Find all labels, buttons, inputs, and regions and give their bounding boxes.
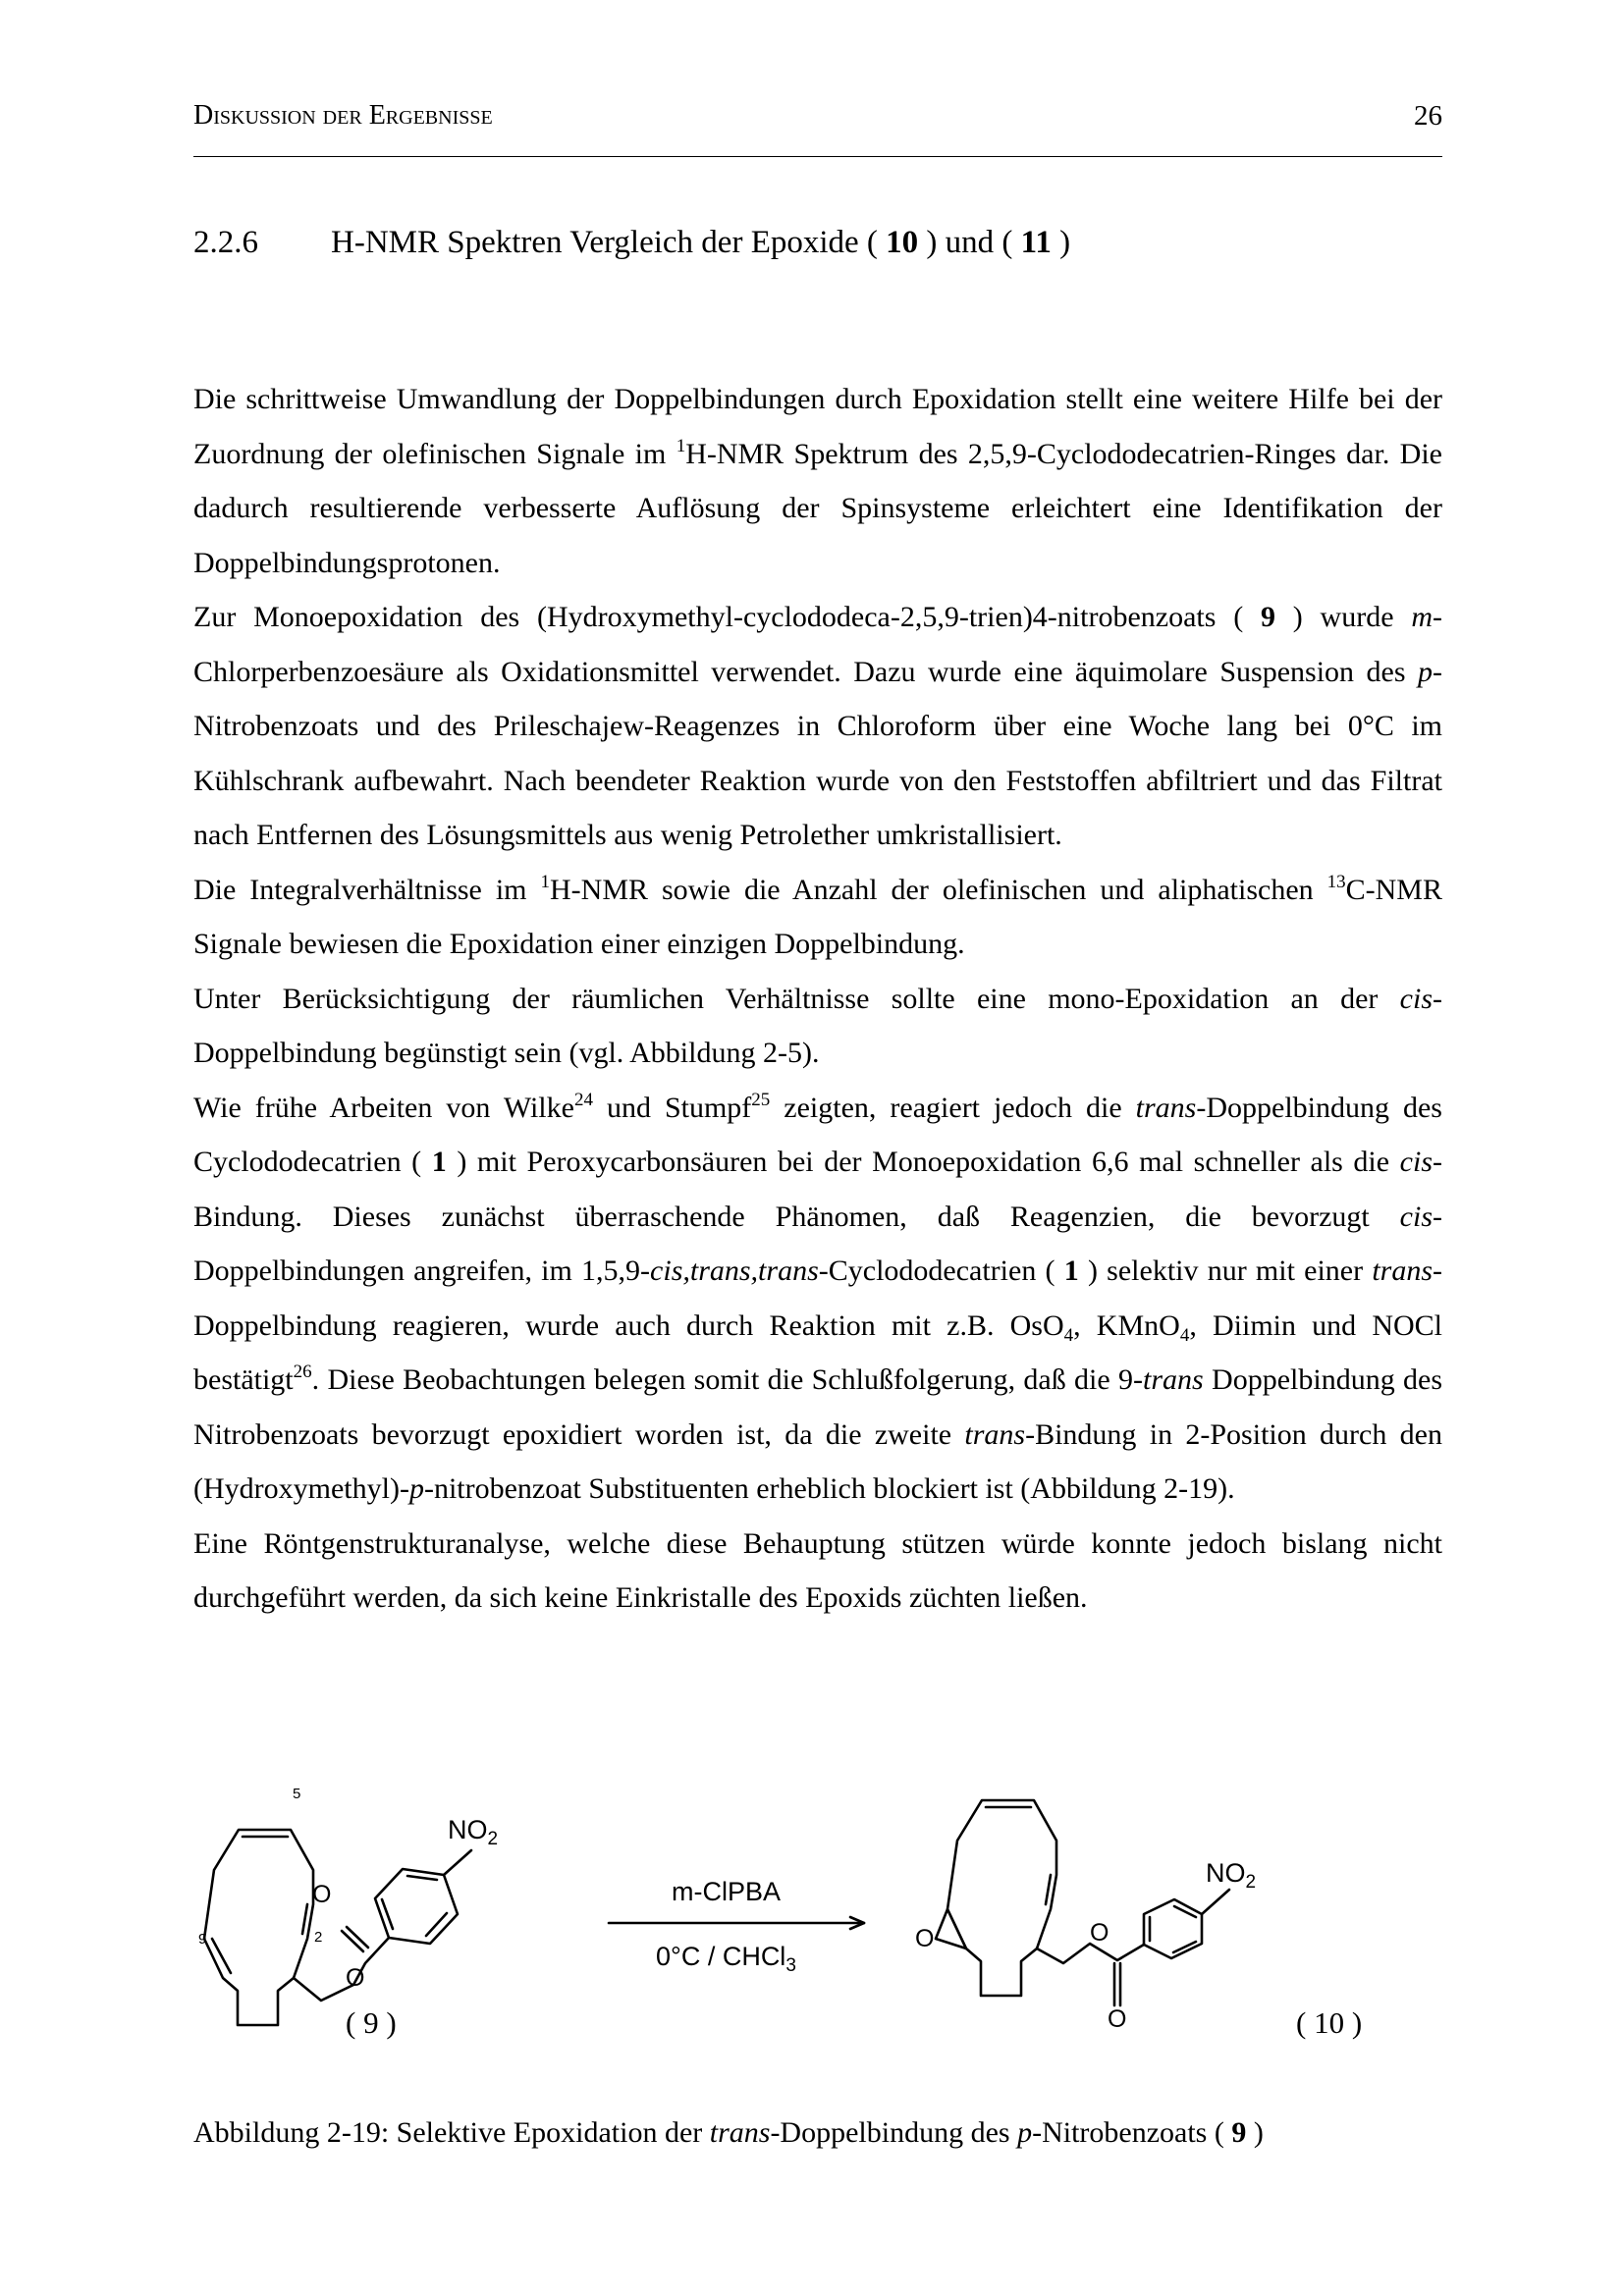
p5-sub-4a: 4: [1063, 1324, 1074, 1346]
nitro-group-left: $NO_2$: [448, 1815, 499, 1849]
p5-text-b: und Stumpf: [592, 1091, 752, 1124]
compound-label-10: ( 10 ): [1296, 2005, 1363, 2040]
benzene-10-inner: [1150, 1906, 1196, 1952]
caption-pre: Abbildung 2-19: Selektive Epoxidation der: [193, 2116, 710, 2149]
p5-text-q: -nitrobenzoat Substituenten erheblich blockiert ist (Abbildung 2-19).: [423, 1472, 1235, 1505]
p3-text-b: H-NMR sowie die Anzahl der olefinischen und aliphatischen: [550, 873, 1327, 906]
p1-superscript: 1: [676, 435, 686, 456]
paragraph-6: Eine Röntgenstrukturanalyse, welche diese Behauptung stützen würde konnte jedoch bislang nicht durchgeführt werden, da sich keine Einkristalle des Epoxids züchten ließen.: [193, 1526, 1442, 1614]
carbonyl-oxygen-left: O: [312, 1881, 332, 1908]
p5-text-a: Wie frühe Arbeiten von Wilke: [193, 1091, 574, 1124]
compound-ref-11: 11: [1020, 225, 1052, 260]
p2-text-b: ) wurde: [1274, 601, 1412, 633]
p5-italic-cis-2: cis: [1399, 1200, 1433, 1233]
page-number: 26: [1414, 100, 1442, 132]
double-bond-10-2: [1046, 1875, 1051, 1904]
p5-text-d: -Doppelbindung des Cyclododecatrien (: [193, 1091, 1442, 1178]
p5-ref-24: 24: [573, 1089, 593, 1110]
section-heading: [193, 225, 1070, 261]
carbonyl-oxygen-right: O: [1108, 2005, 1127, 2033]
benzene-9-inner: [382, 1876, 447, 1936]
caption-compound-9: 9: [1231, 2116, 1247, 2149]
running-header: [193, 96, 1442, 135]
p1-text-b: H-NMR Spektrum des 2,5,9-Cyclododecatrien-Ringes dar. Die dadurch resultierende verbesserte Auflösung der Spinsysteme erleichtert eine Identifikation der Doppelbindungsprotonen.: [193, 437, 1442, 579]
p5-text-k: , KMnO: [1073, 1308, 1180, 1342]
reaction-scheme: [187, 1772, 1463, 2086]
p3-text-c: C-NMR Signale bewiesen die Epoxidation einer einzigen Doppelbindung.: [193, 873, 1442, 960]
p5-ref-26: 26: [293, 1362, 312, 1382]
section-title-mid: ) und (: [918, 225, 1021, 260]
caption-italic-p: p: [1017, 2116, 1033, 2149]
double-bond-9: [212, 1939, 231, 1973]
p4-italic-cis: cis: [1399, 982, 1433, 1015]
paragraph-4: [193, 972, 1442, 1081]
nitro-bond-10: [1202, 1890, 1229, 1914]
paragraph-2: [193, 590, 1442, 863]
epoxide: [936, 1909, 966, 1949]
p2-text-d: -Nitrobenzoats und des Prileschajew-Reagenzes in Chloroform über eine Woche lang bei 0°C im Kühlschrank aufbewahrt. Nach beendeter Reaktion wurde von den Feststoffen abfiltriert und das Filtrat nach Entfernen des Lösungsmittels aus wenig Petrolether umkristallisiert.: [193, 655, 1442, 851]
running-title-part2: Ergebnisse: [368, 100, 493, 131]
p5-italic-cis-trans-trans: cis,trans,trans: [650, 1255, 819, 1287]
p5-text-j: -Doppelbindung reagieren, wurde auch durch Reaktion mit z.B. OsO: [193, 1255, 1442, 1342]
p4-text-a: Unter Berücksichtigung der räumlichen Verhältnisse sollte eine mono-Epoxidation an der: [193, 982, 1400, 1015]
p5-text-c: zeigten, reagiert jedoch die: [770, 1091, 1136, 1124]
nitro-group-right: $NO_2$: [1206, 1858, 1257, 1893]
p2-text-c: -Chlorperbenzoesäure als Oxidationsmittel verwendet. Dazu wurde eine äquimolare Suspension des: [193, 601, 1442, 688]
p5-italic-trans-4: trans: [964, 1417, 1026, 1451]
p5-text-e: ) mit Peroxycarbonsäuren bei der Monoepoxidation 6,6 mal schneller als die: [446, 1146, 1400, 1178]
p5-text-h: -Cyclododecatrien (: [818, 1255, 1064, 1287]
p5-sub-4b: 4: [1179, 1324, 1190, 1346]
p3-superscript-1: 1: [540, 871, 550, 892]
paragraph-1: [193, 372, 1442, 590]
figure-caption: [193, 2116, 1264, 2150]
caption-mid: -Doppelbindung des: [770, 2116, 1018, 2149]
locant-9: 9: [198, 1931, 207, 1948]
p5-ref-25: 25: [751, 1089, 771, 1110]
p5-text-i: ) selektiv nur mit einer: [1078, 1255, 1373, 1287]
p4-text-b: -Doppelbindung begünstigt sein (vgl. Abbildung 2-5).: [193, 982, 1442, 1069]
ester-chain-9: [294, 1938, 389, 2001]
caption-post: -Nitrobenzoats (: [1032, 2116, 1232, 2149]
ring-9: [204, 1830, 313, 2025]
caption-italic-trans: trans: [709, 2116, 771, 2149]
running-title-part1: Diskussion der: [193, 100, 369, 131]
p5-compound-1b: 1: [1063, 1255, 1079, 1287]
compound-ref-10: 10: [886, 225, 919, 260]
p3-superscript-13: 13: [1326, 871, 1346, 892]
ester-oxygen-left: O: [346, 1964, 365, 1992]
p2-italic-p: p: [1418, 655, 1433, 688]
p5-text-f: -Bindung. Dieses zunächst überraschende Phänomen, daß Reagenzien, die bevorzugt: [193, 1146, 1442, 1233]
benzene-10: [1144, 1899, 1202, 1958]
ester-oxygen-right: O: [1090, 1919, 1109, 1947]
p3-text-a: Die Integralverhältnisse im: [193, 873, 541, 906]
section-title-post: ): [1051, 225, 1071, 260]
running-title: [193, 100, 493, 132]
p5-text-l: , Diimin und NOCl bestätigt: [193, 1308, 1442, 1396]
conditions-label: 0°C / CHCl$_3$: [656, 1942, 796, 1976]
paragraph-5: [193, 1081, 1442, 1517]
p5-text-o: -Bindung in 2-Position durch den (Hydroxymethyl)-: [193, 1417, 1442, 1505]
p2-compound-9: 9: [1260, 601, 1275, 633]
p5-text-n: Doppelbindung des Nitrobenzoats bevorzugt epoxidiert worden ist, da die zweite: [193, 1363, 1443, 1451]
reagent-label: m-ClPBA: [672, 1877, 782, 1906]
p5-text-g: -Doppelbindungen angreifen, im 1,5,9-: [193, 1200, 1442, 1287]
header-rule: [193, 156, 1442, 157]
p5-text-m: . Diese Beobachtungen belegen somit die Schlußfolgerung, daß die 9-: [311, 1363, 1144, 1396]
locant-5: 5: [293, 1786, 301, 1802]
carbonyl-10: [1114, 1963, 1120, 2005]
caption-end: ): [1246, 2116, 1264, 2149]
p5-compound-1: 1: [431, 1146, 447, 1178]
epoxide-oxygen: O: [915, 1925, 935, 1952]
p2-text-a: Zur Monoepoxidation des (Hydroxymethyl-cyclododeca-2,5,9-trien)4-nitrobenzoats (: [193, 601, 1261, 633]
carbonyl-9: [342, 1927, 368, 1951]
p2-italic-m: m: [1411, 601, 1433, 633]
p5-italic-trans-2: trans: [1372, 1255, 1433, 1287]
ring-10: [947, 1800, 1056, 1996]
p1-text-a: Die schrittweise Umwandlung der Doppelbindungen durch Epoxidation stellt eine weitere Hilfe bei der Zuordnung der olefinischen Signale im: [193, 383, 1442, 470]
body-text: [193, 372, 1442, 1626]
section-title-pre: H-NMR Spektren Vergleich der Epoxide (: [331, 225, 887, 260]
p5-italic-trans-1: trans: [1135, 1091, 1197, 1124]
benzene-9: [375, 1869, 458, 1944]
nitro-bond-9: [444, 1850, 471, 1875]
p5-italic-cis-1: cis: [1399, 1146, 1433, 1178]
section-number: 2.2.6: [193, 225, 258, 260]
compound-label-9: ( 9 ): [346, 2005, 397, 2040]
p5-italic-p: p: [408, 1472, 424, 1505]
paragraph-3: [193, 863, 1442, 972]
double-bond-2: [302, 1904, 307, 1934]
p5-italic-trans-3: trans: [1143, 1363, 1204, 1396]
locant-2: 2: [314, 1929, 323, 1946]
